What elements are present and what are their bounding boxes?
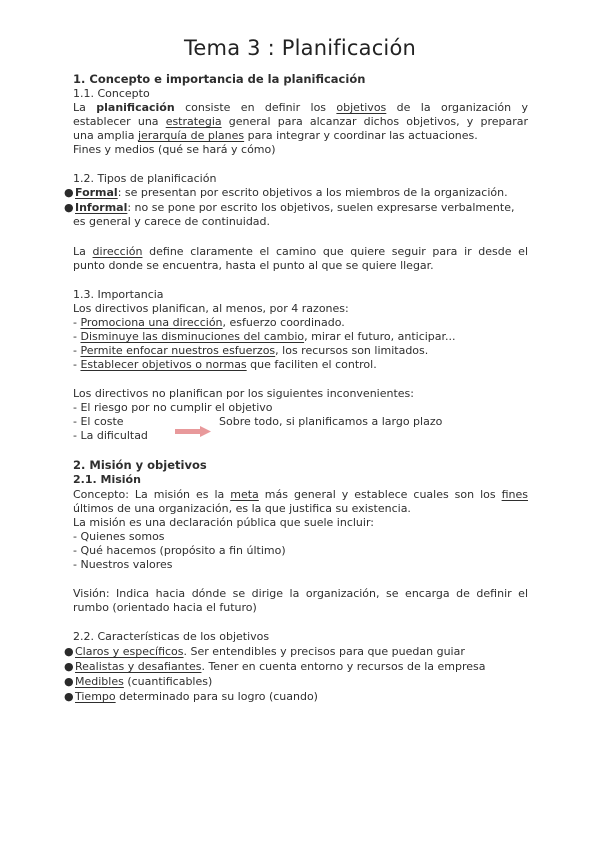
concept-line-4: Fines y medios (qué se hará y cómo) xyxy=(73,143,276,156)
drawback-2-note: Sobre todo, si planificamos a largo plazo xyxy=(219,415,443,428)
vision-line-2: rumbo (orientado hacia el futuro) xyxy=(73,601,257,614)
mission-line-1: Concepto: La misión es la meta más general y establece cuales son los fines xyxy=(73,488,529,501)
bullet-icon: ● xyxy=(64,201,74,214)
drawbacks-intro: Los directivos no planifican por los siguientes inconvenientes: xyxy=(73,387,414,400)
objective-3: Medibles (cuantificables) xyxy=(75,675,213,688)
objective-1: Claros y específicos. Ser entendibles y precisos para que puedan guiar xyxy=(75,645,465,658)
bullet-icon: ● xyxy=(64,660,74,673)
reason-1: - Promociona una dirección, esfuerzo coordinado. xyxy=(73,316,345,329)
reason-4: - Establecer objetivos o normas que faciliten el control. xyxy=(73,358,377,371)
objective-4: Tiempo determinado para su logro (cuando) xyxy=(75,690,318,703)
vision-line-1: Visión: Indica hacia dónde se dirige la organización, se encarga de definir el xyxy=(73,587,528,600)
mission-item-2: - Qué hacemos (propósito a fin último) xyxy=(73,544,286,557)
drawback-1: - El riesgo por no cumplir el objetivo xyxy=(73,401,273,414)
section-2-heading: 2. Misión y objetivos xyxy=(73,458,207,472)
mission-item-3: - Nuestros valores xyxy=(73,558,173,571)
objective-2: Realistas y desafiantes. Tener en cuenta entorno y recursos de la empresa xyxy=(75,660,486,673)
mission-line-2: últimos de una organización, es la que justifica su existencia. xyxy=(73,502,411,515)
mission-line-3: La misión es una declaración pública que suele incluir: xyxy=(73,516,374,529)
drawback-2: - El coste xyxy=(73,415,124,428)
mission-item-1: - Quienes somos xyxy=(73,530,165,543)
bullet-icon: ● xyxy=(64,186,74,199)
bullet-icon: ● xyxy=(64,645,74,658)
type-formal: Formal: se presentan por escrito objetivos a los miembros de la organización. xyxy=(75,186,508,199)
type-informal: Informal: no se pone por escrito los objetivos, suelen expresarse verbalmente, xyxy=(75,201,515,214)
direction-line-1: La dirección define claramente el camino que quiere seguir para ir desde el xyxy=(73,245,529,258)
concept-line-3: una amplia jerarquía de planes para integrar y coordinar las actuaciones. xyxy=(73,129,478,142)
subsection-1-1: 1.1. Concepto xyxy=(73,87,150,100)
section-1-heading: 1. Concepto e importancia de la planificación xyxy=(73,72,366,86)
drawback-3: - La dificultad xyxy=(73,429,148,442)
direction-line-2: punto donde se encuentra, hasta el punto al que se quiere llegar. xyxy=(73,259,434,272)
page-title: Tema 3 : Planificación xyxy=(183,36,417,60)
type-informal-cont: es general y carece de continuidad. xyxy=(73,215,271,228)
importance-intro: Los directivos planifican, al menos, por 4 razones: xyxy=(73,302,349,315)
bullet-icon: ● xyxy=(64,675,74,688)
bullet-icon: ● xyxy=(64,690,74,703)
subsection-1-3: 1.3. Importancia xyxy=(73,288,164,301)
subsection-2-2: 2.2. Características de los objetivos xyxy=(73,630,270,643)
subsection-1-2: 1.2. Tipos de planificación xyxy=(73,172,217,185)
concept-line-1: La planificación consiste en definir los objetivos de la organización y xyxy=(73,101,528,114)
reason-2: - Disminuye las disminuciones del cambio, mirar el futuro, anticipar... xyxy=(73,330,456,343)
concept-line-2: establecer una estrategia general para alcanzar dichos objetivos, y preparar xyxy=(73,115,528,128)
reason-3: - Permite enfocar nuestros esfuerzos, los recursos son limitados. xyxy=(73,344,429,357)
arrow-right-icon xyxy=(175,426,211,437)
subsection-2-1: 2.1. Misión xyxy=(73,473,141,486)
